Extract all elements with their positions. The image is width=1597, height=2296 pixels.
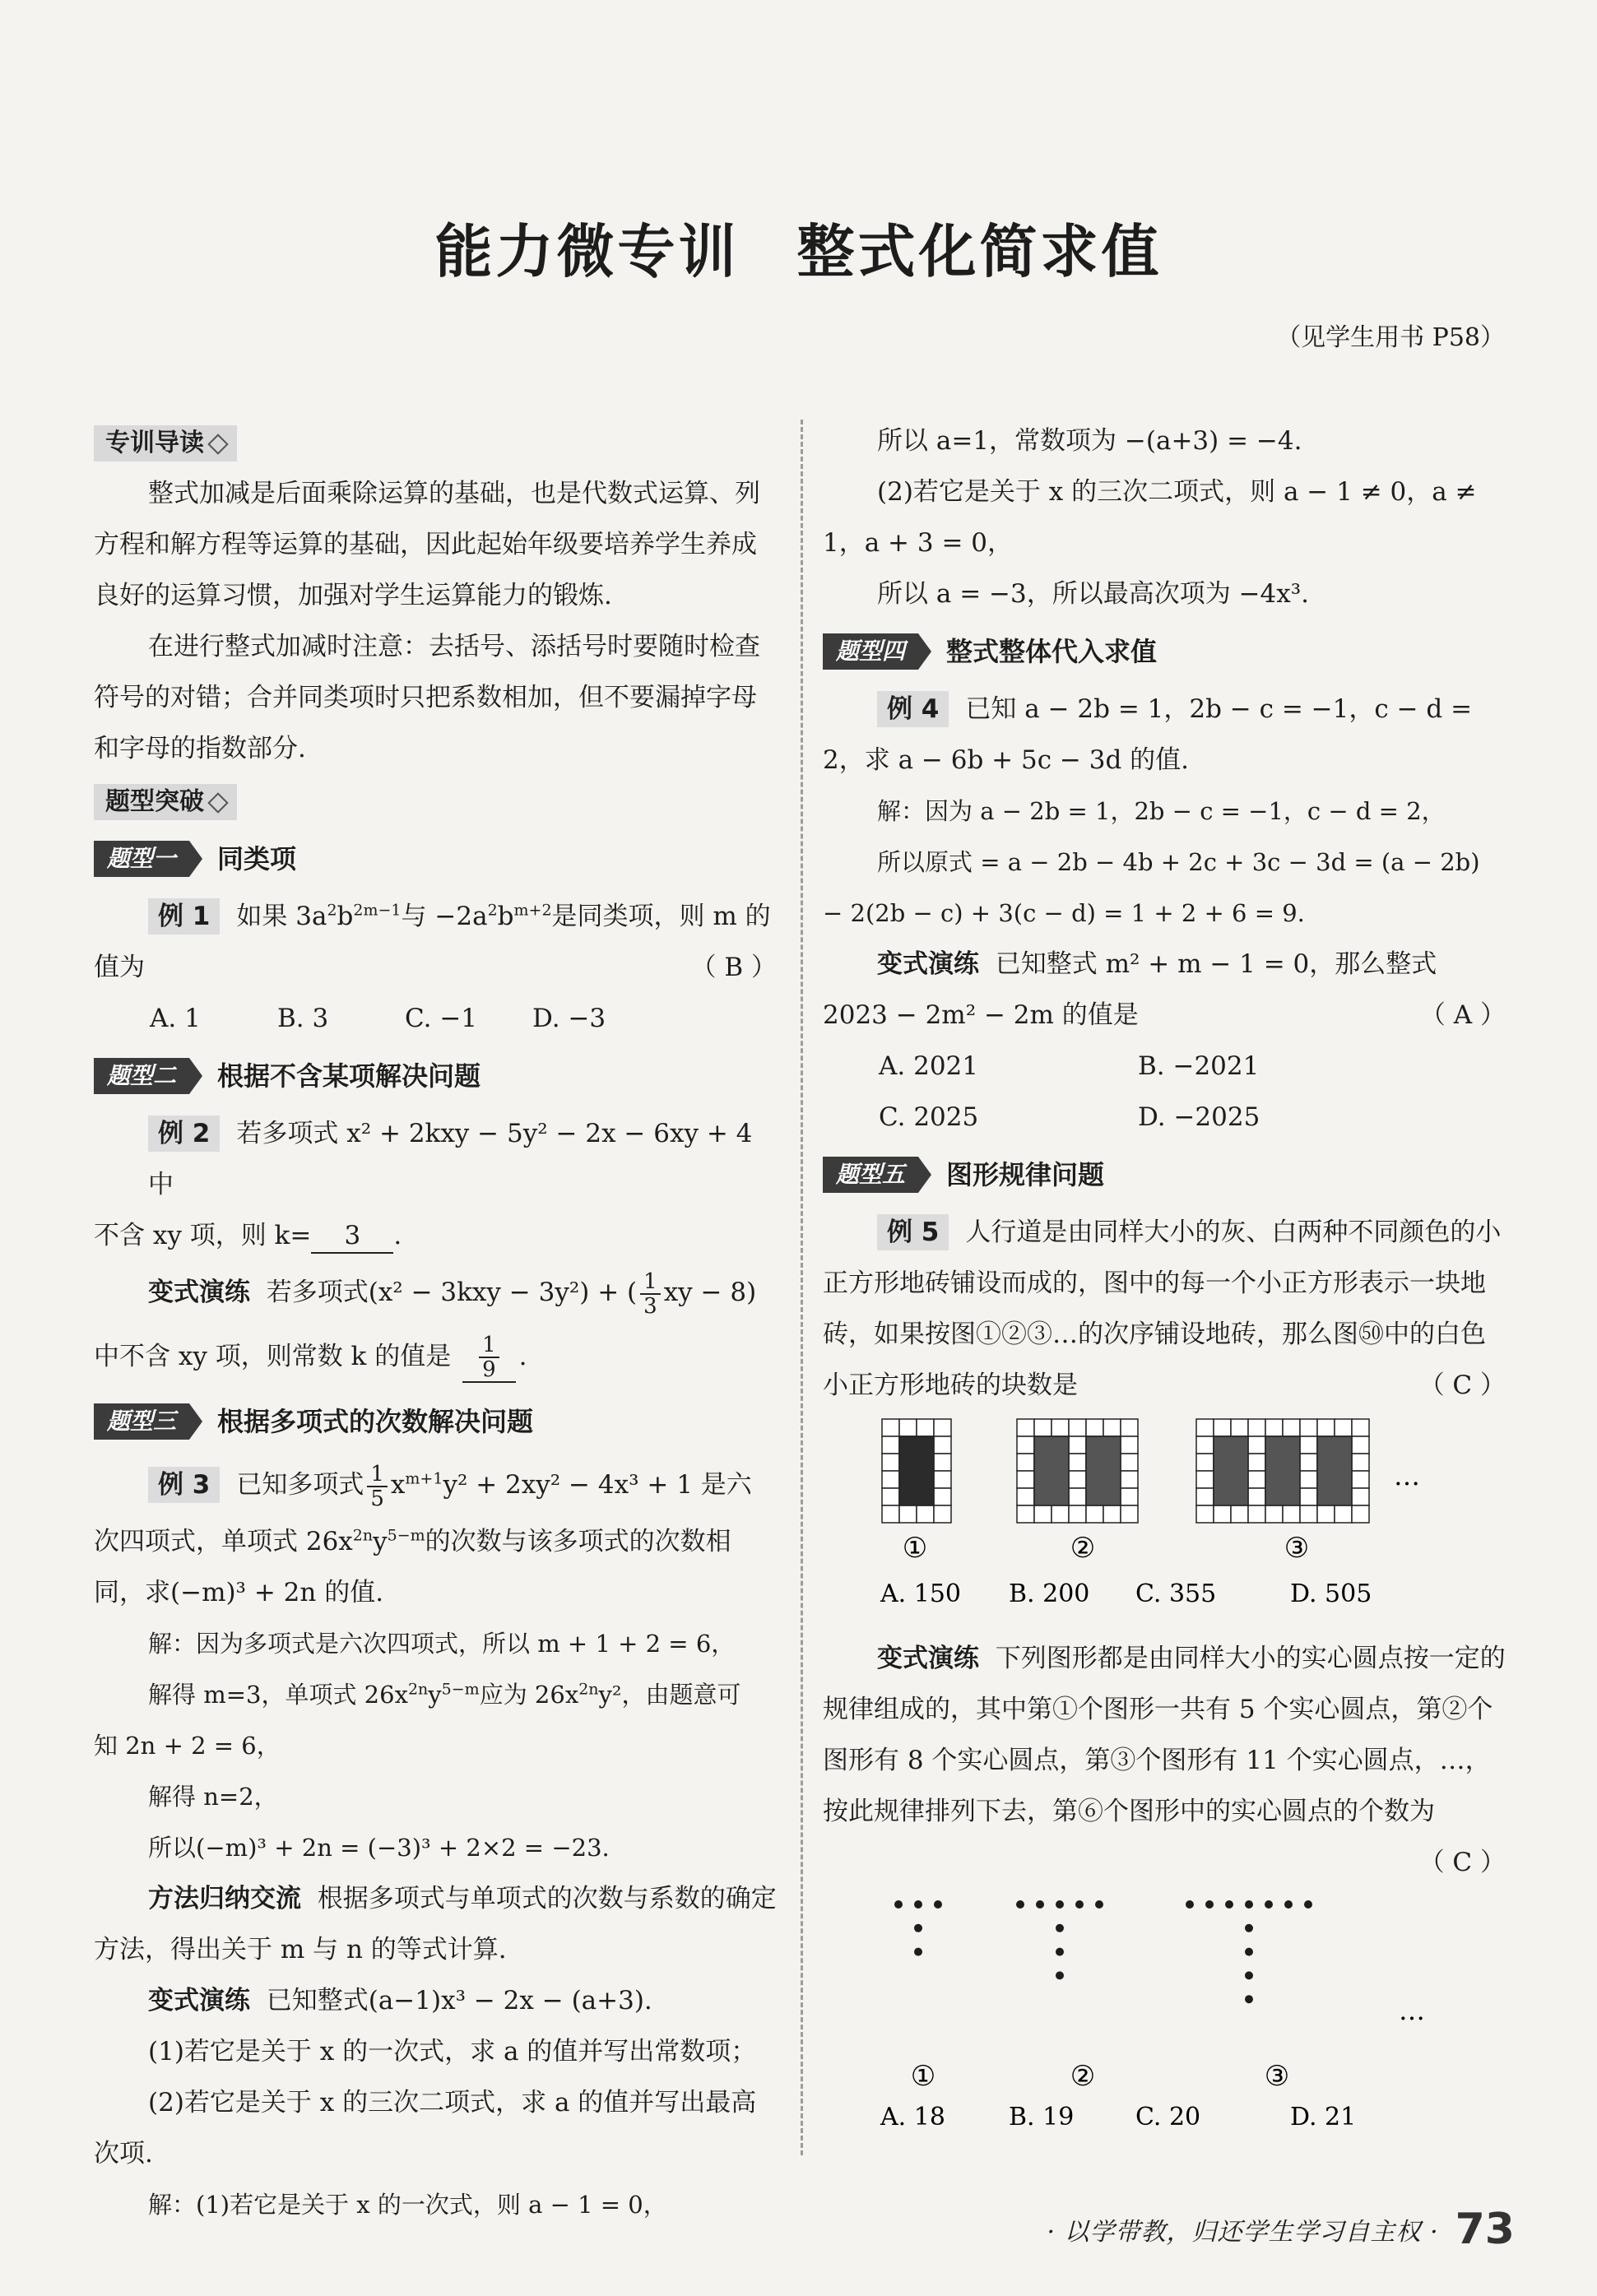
variant-5-option-d: D. 21 [1290,2103,1357,2127]
gray-tile-block [1086,1436,1121,1505]
gray-tile-block [1214,1436,1248,1505]
example-3: 例 3 已知多项式 $\frac{1}{5}$ $x^{m+1}y^2 + 2xy^2 - 4x^3 + 1$ 是六 [94,1454,777,1516]
title-part1: 能力微专训 [434,218,740,285]
tile-cell [1214,1419,1231,1436]
dot [1245,1900,1253,1909]
example-1-answer: （ B ） [690,953,777,982]
tile-cell [1283,1419,1300,1436]
tile-cell [1300,1454,1317,1471]
tile-cell [1017,1471,1034,1488]
tile-cell [1103,1419,1121,1436]
tile-cell [1196,1488,1214,1505]
tile-cell [934,1454,951,1471]
tile-cell [1317,1505,1335,1523]
title-part2: 整式化简求值 [796,218,1163,285]
variant-3-q1: (1)若它是关于 x 的一次式，求 a 的值并写出常数项； [148,2037,757,2066]
tile-cell [882,1436,899,1454]
tile-cell [1248,1505,1265,1523]
solution-3-line4: 解得 n=2， [148,1783,278,1811]
solution-4-line2: 所以原式 = a − 2b − 4b + 2c + 3c − 3d = (a − 2b) − 2(2b − c) + 3(c − d) = 1 + 2 + 6 = 9. [823,848,1480,927]
type-2-tag: 题型二 根据不含某项解决问题 [94,1051,777,1102]
tile-cell [1034,1419,1052,1436]
variant-3-result-1: 所以 a=1，常数项为 −(a+3) = −4. [877,426,1302,456]
tile-cell [1248,1471,1265,1488]
example-5-option-d: D. 505 [1290,1579,1372,1608]
intro-paragraph-1: 整式加减是后面乘除运算的基础，也是代数式运算、列方程和解方程等运算的基础，因此起始年级要培养学生养成良好的运算习惯，加强对学生运算能力的锻炼. [94,479,760,610]
example-3-line3: 同，求(−m)³ + 2n 的值. [94,1578,384,1607]
solution-4-line1: 解：因为 a − 2b = 1，2b − c = −1，c − d = 2， [877,797,1446,825]
tile-cell [934,1505,951,1523]
variant-3-result-3: 所以 a = −3，所以最高次项为 −4x³. [877,579,1310,609]
dot [1245,1971,1253,1979]
type-5-tag: 题型五 图形规律问题 [823,1149,1506,1200]
breakthrough-heading: 题型突破 [94,784,237,820]
tile-cell [917,1505,934,1523]
dot [1056,1900,1064,1909]
example-3-line2: 次四项式，单项式 $26x^{2n}y^{5-m}$的次数与该多项式的次数相 [94,1526,731,1556]
gray-tile-block [1034,1436,1069,1505]
dot-fig-label-2: ② [1070,2060,1096,2093]
page-number: 73 [1455,2205,1515,2254]
dot [934,1900,942,1909]
column-divider [801,420,803,2155]
variant-5-option-c: C. 20 [1135,2103,1201,2127]
tile-fig-label-2: ② [1070,1532,1096,1565]
footer-motto: · 以学带教，归还学生学习自主权 · [1047,2218,1439,2247]
dot-ellipsis: … [1399,1995,1425,2026]
example-1-options: A. 1 B. 3 C. −1 D. −3 [150,1004,606,1033]
example-2-blank: 3 [311,1219,393,1254]
intro-heading: 专训导读 [94,425,237,462]
tile-cell [1300,1436,1317,1454]
tile-cell [1231,1419,1248,1436]
tile-cell [1248,1419,1265,1436]
dot [1056,1948,1064,1956]
tile-cell [934,1488,951,1505]
variant-5-option-b: B. 19 [1009,2103,1075,2127]
example-5: 例 5 人行道是由同样大小的灰、白两种不同颜色的小正方形地砖铺设而成的，图中的每一个小正方形表示一块地砖，如果按图①②③…的次序铺设地砖，那么图㊿中的白色小正方形地砖的块数是 （ C ） [823,1207,1506,1411]
example-5-option-b: B. 200 [1009,1579,1090,1608]
example-2: 例 2 若多项式 x² + 2kxy − 5y² − 2x − 6xy + 4 中 [94,1108,777,1210]
gray-tile-block [1265,1436,1300,1505]
dot [1036,1900,1044,1909]
diamond-icon [207,792,228,813]
tile-figures [823,1411,1506,1633]
example-4: 例 4 已知 a − 2b = 1，2b − c = −1，c − d = 2，求 a − 6b + 5c − 3d 的值. [823,684,1506,786]
tile-cell [1352,1419,1369,1436]
example-2-line2: 不含 xy 项，则 k= 3 . [94,1210,777,1261]
tile-cell [1248,1436,1265,1454]
type-3-tag: 题型三 根据多项式的次数解决问题 [94,1396,777,1447]
tile-cell [1052,1505,1069,1523]
tile-cell [899,1419,917,1436]
tile-fig-label-3: ③ [1284,1532,1310,1565]
tile-cell [1196,1454,1214,1471]
tile-cell [1283,1505,1300,1523]
tile-cell [1214,1505,1231,1523]
dot [914,1900,922,1909]
dot [1016,1900,1024,1909]
tile-cell [1017,1454,1034,1471]
tile-cell [1317,1419,1335,1436]
tile-cell [1069,1454,1086,1471]
dot-figures-svg [823,1888,1506,2127]
tile-cell [882,1471,899,1488]
dot [1284,1900,1293,1909]
dot-fig-label-3: ③ [1264,2060,1290,2093]
reference-note: （见学生用书 P58） [1276,323,1505,352]
solution-3-line5: 所以(−m)³ + 2n = (−3)³ + 2×2 = −23. [148,1834,610,1862]
left-column [94,415,777,2230]
variant-3-result-2: (2)若它是关于 x 的三次二项式，则 a − 1 ≠ 0，a ≠ 1，a + 3 = 0， [823,477,1477,558]
dot [1245,1948,1253,1956]
tile-cell [1265,1419,1283,1436]
dot [1225,1900,1233,1909]
tile-figures-svg [823,1411,1506,1633]
dot [1265,1900,1273,1909]
dot [1304,1900,1312,1909]
tile-cell [1121,1436,1138,1454]
tile-cell [1196,1505,1214,1523]
tile-ellipsis: … [1394,1460,1420,1491]
type-4-tag: 题型四 整式整体代入求值 [823,626,1506,677]
tile-cell [1335,1505,1352,1523]
dot [1186,1900,1194,1909]
tile-cell [1265,1505,1283,1523]
tile-cell [1017,1419,1034,1436]
tile-cell [1121,1471,1138,1488]
tile-cell [1231,1505,1248,1523]
method-summary: 方法归纳交流 根据多项式与单项式的次数与系数的确定方法，得出关于 m 与 n 的等式计算. [94,1884,777,1964]
tile-cell [882,1505,899,1523]
tile-cell [1086,1419,1103,1436]
page-title [0,206,1597,289]
variant-2-line2: 中不含 xy 项，则常数 k 的值是 $\frac{1}{9}$ . [94,1332,527,1382]
tile-cell [882,1454,899,1471]
tile-cell [882,1488,899,1505]
tile-cell [1300,1488,1317,1505]
tile-cell [1352,1505,1369,1523]
diamond-icon [207,434,228,454]
variant-3-solution-1: 解：(1)若它是关于 x 的一次式，则 a − 1 = 0， [148,2191,667,2219]
tile-cell [1069,1419,1086,1436]
solution-3-line2: 解得 m=3，单项式 $26x^{2n}y^{5-m}$应为 $26x^{2n}y^2$，由题意可 [148,1680,741,1709]
tile-cell [1352,1471,1369,1488]
tile-cell [1121,1454,1138,1471]
intro-paragraph-2: 在进行整式加减时注意：去括号、添括号时要随时检查符号的对错；合并同类项时只把系数相加，但不要漏掉字母和字母的指数部分. [94,632,760,763]
tile-cell [1069,1471,1086,1488]
dot [1075,1900,1084,1909]
solution-3-line3: 知 2n + 2 = 6， [94,1732,281,1760]
dot-fig-label-1: ① [910,2060,936,2093]
variant-3: 变式演练 已知整式(a−1)x³ − 2x − (a+3). [148,1986,652,2015]
tile-cell [899,1505,917,1523]
variant-2: 变式演练 若多项式(x² − 3kxy − 3y²) + ( $\frac{1}{3}$ xy − 8) [148,1269,757,1319]
example-5-option-c: C. 355 [1135,1579,1217,1608]
variant-4-options-a: A. 2021 B. −2021 [879,1051,1260,1081]
tile-cell [934,1436,951,1454]
tile-fig-label-1: ① [902,1532,928,1565]
tile-cell [1121,1419,1138,1436]
dot [1056,1924,1064,1932]
variant-5-option-a: A. 18 [880,2103,945,2127]
tile-cell [1017,1436,1034,1454]
example-5-option-a: A. 150 [880,1579,961,1608]
tile-cell [1121,1505,1138,1523]
tile-cell [1196,1436,1214,1454]
dot [1245,1995,1253,2003]
tile-cell [1352,1488,1369,1505]
variant-5: 变式演练 下列图形都是由同样大小的实心圆点按一定的规律组成的，其中第①个图形一共有 5 个实心圆点，第②个图形有 8 个实心圆点，第③个图形有 11 个实心圆点，…，按此规律排列下去，第⑥个图形中的实心圆点的个数为 （ C ） [823,1644,1506,1877]
tile-cell [1196,1471,1214,1488]
tile-cell [1352,1436,1369,1454]
tile-cell [1017,1505,1034,1523]
type-1-tag: 题型一 同类项 [94,833,777,884]
footer [1047,2205,1515,2254]
tile-cell [1034,1505,1052,1523]
variant-4-options-b: C. 2025 D. −2025 [879,1102,1260,1132]
tile-cell [1248,1488,1265,1505]
dot [914,1924,922,1932]
variant-4: 变式演练 已知整式 m² + m − 1 = 0，那么整式 2023 − 2m² − 2m 的值是 （ A ） [823,949,1506,1030]
tile-cell [1300,1505,1317,1523]
tile-cell [1069,1436,1086,1454]
dot [1095,1900,1103,1909]
dot [1205,1900,1214,1909]
dot [1056,1971,1064,1979]
tile-cell [1017,1488,1034,1505]
solution-3-line1: 解：因为多项式是六次四项式，所以 m + 1 + 2 = 6， [148,1630,736,1658]
right-column [823,415,1506,2127]
tile-cell [917,1419,934,1436]
dot [894,1900,903,1909]
dot [1245,1924,1253,1932]
gray-tile-block [899,1436,934,1505]
example-1: 例 1 如果 $3a^2b^{2m-1}$与 $-2a^2b^{m+2}$是同类项，则 m 的 [94,891,777,942]
tile-cell [1335,1419,1352,1436]
tile-cell [1300,1419,1317,1436]
dot-figures [823,1837,1506,2127]
tile-cell [934,1419,951,1436]
tile-cell [1248,1454,1265,1471]
gray-tile-block [1317,1436,1352,1505]
dot [914,1948,922,1956]
tile-cell [1086,1505,1103,1523]
tile-cell [934,1471,951,1488]
tile-cell [1103,1505,1121,1523]
tile-cell [1196,1419,1214,1436]
tile-cell [882,1419,899,1436]
tile-cell [1069,1505,1086,1523]
tile-cell [1121,1488,1138,1505]
example-1-line2: 值为 （ B ） [94,942,777,993]
tile-cell [1352,1454,1369,1471]
tile-cell [1300,1471,1317,1488]
variant-3-q2: (2)若它是关于 x 的三次二项式，求 a 的值并写出最高次项. [94,2088,757,2168]
tile-cell [1069,1488,1086,1505]
tile-cell [1052,1419,1069,1436]
